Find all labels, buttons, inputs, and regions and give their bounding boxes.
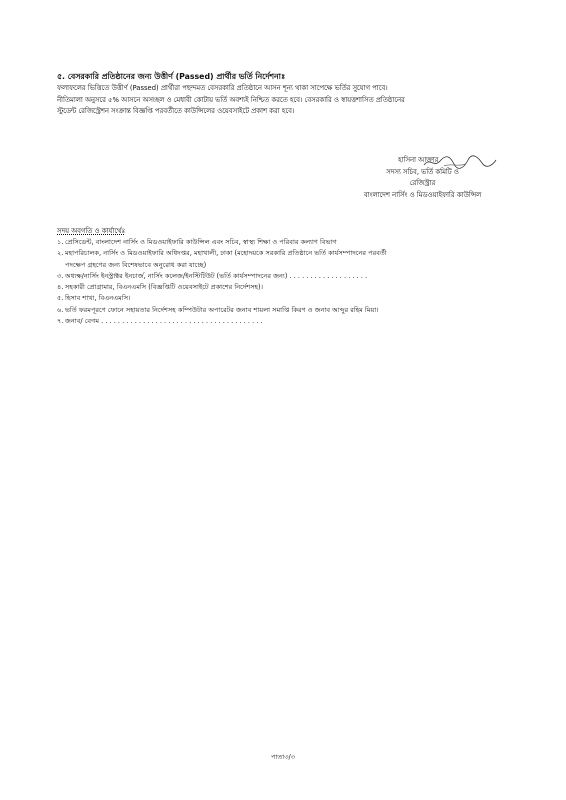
signatory-name: হাসিনা আক্তার xyxy=(398,156,439,164)
signatory-role: রেজিস্ট্রার xyxy=(409,179,436,187)
paragraph-line: স্টুডেন্ট রেজিস্ট্রেশন সংক্রান্ত বিজ্ঞপ্তি পরবর্তীতে কাউন্সিলের ওয়েবসাইটে প্রকাশ করা হবে। xyxy=(57,107,295,115)
instruction-paragraph xyxy=(57,83,527,118)
signatory-designation: সদস্য সচিব, ভর্তি কমিটি ও xyxy=(386,167,459,176)
cc-title: সদয় অবগতি ও কার্যার্থেঃ xyxy=(57,227,126,235)
page-number: পাতা৩/৩ xyxy=(270,753,296,761)
list-item: ২. মহাপরিচালক, নার্সিং ও মিডওয়াইফারি অধিদপ্তর, মহাখালী, ঢাকা (মহোদয়কে সরকারি প্রতিষ্ঠানে ভর্তি কার্যসম্পাদনের পরবর্তী xyxy=(57,249,387,258)
paragraph-line: নীতিমালা অনুসরে ৫% আসনে অসচ্ছল ও মেধাবী কোটায় ভর্তি অবশ্যই নিশ্চিত করতে হবে। বেসরকারি ও স্বায়ত্তশাসিত প্রতিষ্ঠানের xyxy=(57,95,405,104)
list-item: ৩. অধ্যক্ষ/নার্সিং ইনস্ট্রাক্টর ইনচার্জ, নার্সিং কলেজ/ইনস্টিটিউট (ভর্তি কার্যসম্পাদনের জন্য) . . . . . . . . . . . . . . . . . . . xyxy=(57,271,368,280)
list-item: ৭. জনাব/ বেগম . . . . . . . . . . . . . . . . . . . . . . . . . . . . . . . . . . . . . . . xyxy=(57,317,263,326)
signatory-organization: বাংলাদেশ নার্সিং ও মিডওয়াইফারি কাউন্সিল xyxy=(363,190,482,199)
section-heading: ৫. বেসরকারি প্রতিষ্ঠানের জন্য উত্তীর্ণ (Passed) প্রার্থীর ভর্তি নির্দেশনাঃ xyxy=(57,72,286,81)
list-item-continuation: পদক্ষেপ গ্রহণের জন্য বিশেষভাবে অনুরোধ করা যাচ্ছে) xyxy=(65,260,207,269)
signature-block xyxy=(340,155,505,201)
list-item: ৫. হিসাব শাখা, বিএনএমসি। xyxy=(57,294,131,303)
list-item: ১. প্রেসিডেন্ট, বাংলাদেশ নার্সিং ও মিডওয়াইফারি কাউন্সিল এবং সচিব, স্বাস্থ্য শিক্ষা ও পরিবার কল্যাণ বিভাগ xyxy=(57,238,337,246)
list-item: ৬. ভর্তি ফরমপূরণে ফোনে সহায়তার নির্দেশসহ কম্পিউটার অপারেটর জনাব শায়লা সমাপ্তি কিরণ ও জনাব আব্দুর রহিম মিয়া। xyxy=(57,305,379,314)
paragraph-line: ফলাফলের ভিত্তিতে উত্তীর্ণ (Passed) প্রার্থীরা পছন্দমত বেসরকারি প্রতিষ্ঠানে আসন শূন্য থাকা সাপেক্ষে ভর্তির সুযোগ পাবে। xyxy=(57,84,388,92)
cc-list xyxy=(57,237,527,327)
list-item: ৪. সহকারী প্রোগ্রামার, বিএনএমসি (বিজ্ঞপ্তিটি ওয়েবসাইটে প্রকাশের নির্দেশসহ)। xyxy=(57,283,263,292)
